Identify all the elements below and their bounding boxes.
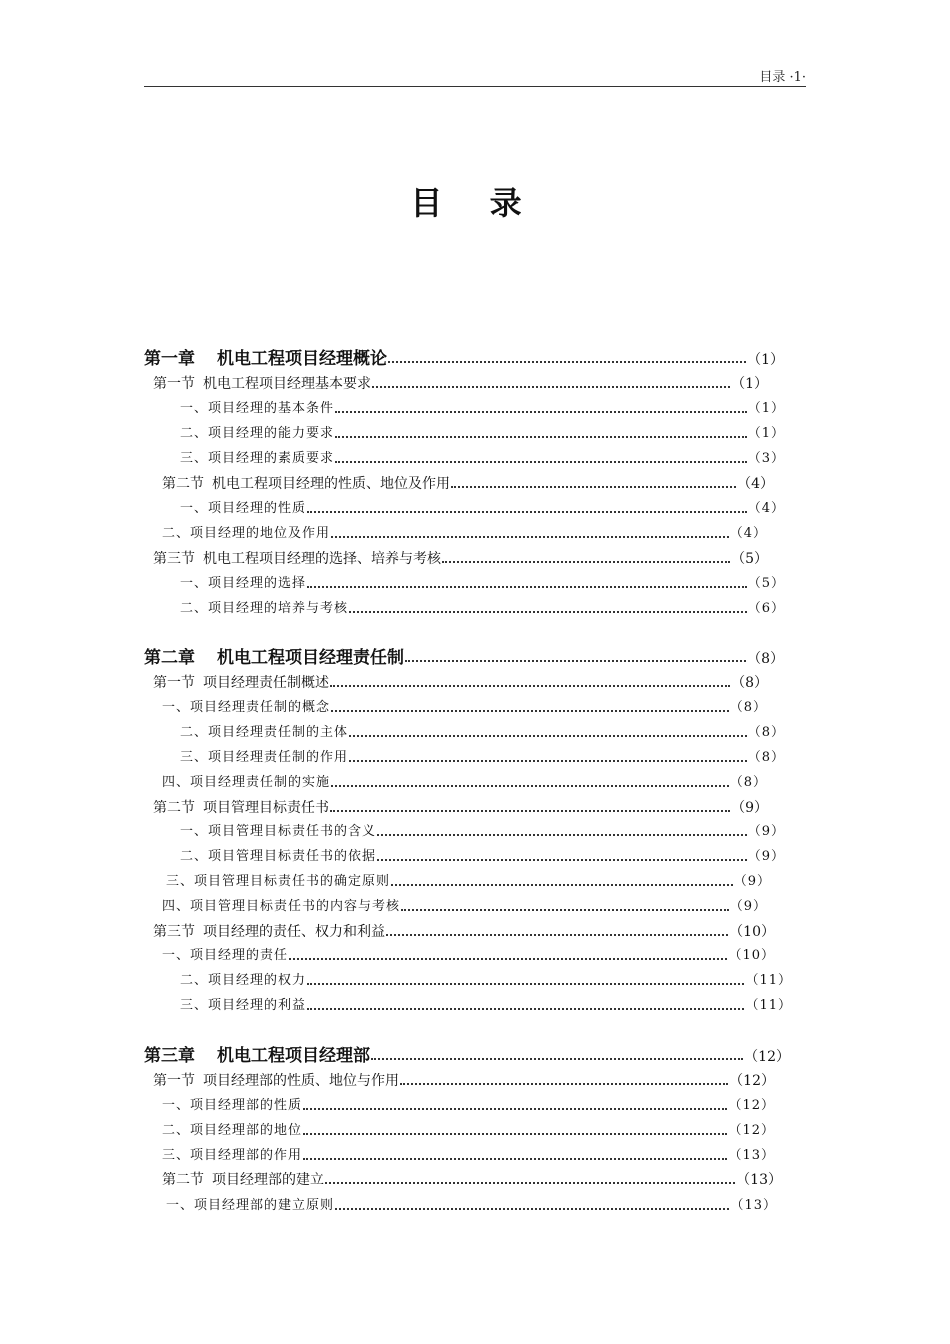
page-number: （5） xyxy=(731,551,768,567)
page-number: （9） xyxy=(733,874,771,889)
toc-item[interactable] xyxy=(162,524,767,544)
section-title: 项目经理部的性质、地位与作用 xyxy=(203,1073,399,1089)
toc-item[interactable] xyxy=(166,872,771,892)
page-number: （8） xyxy=(729,700,767,715)
page-number: （11） xyxy=(745,998,792,1013)
dot-leader xyxy=(371,1058,743,1060)
toc-chapter[interactable] xyxy=(144,349,784,369)
toc-item[interactable] xyxy=(180,971,792,991)
section-title: 项目管理目标责任书 xyxy=(203,800,329,816)
item-title: 一、项目经理的选择 xyxy=(180,576,307,591)
dot-leader xyxy=(400,1083,728,1085)
page-number: （9） xyxy=(731,800,768,816)
item-title: 四、项目经理责任制的实施 xyxy=(162,775,331,790)
section-title: 项目经理的责任、权力和利益 xyxy=(203,924,385,940)
toc-item[interactable] xyxy=(180,599,785,619)
page-number: （1） xyxy=(747,426,785,441)
dot-leader xyxy=(331,785,729,787)
dot-leader xyxy=(335,411,747,413)
item-title: 一、项目经理部的性质 xyxy=(162,1098,303,1113)
page-number: （8） xyxy=(747,651,784,667)
dot-leader xyxy=(349,760,747,762)
dot-leader xyxy=(377,859,747,861)
toc-item[interactable] xyxy=(162,1146,775,1166)
page-number: （12） xyxy=(744,1049,790,1065)
item-title: 二、项目经理责任制的主体 xyxy=(180,725,349,740)
dot-leader xyxy=(331,536,729,538)
toc-item[interactable] xyxy=(162,698,767,718)
toc-section[interactable] xyxy=(153,1071,775,1091)
dot-leader xyxy=(330,685,730,687)
item-title: 二、项目管理目标责任书的依据 xyxy=(180,849,377,864)
toc-item[interactable] xyxy=(180,574,785,594)
toc-item[interactable] xyxy=(180,449,785,469)
section-number: 第一节 xyxy=(153,675,195,691)
chapter-title: 机电工程项目经理部 xyxy=(217,1046,370,1066)
section-title: 机电工程项目经理的性质、地位及作用 xyxy=(212,476,450,492)
toc-item[interactable] xyxy=(180,499,785,519)
dot-leader xyxy=(401,909,729,911)
section-number: 第一节 xyxy=(153,376,195,392)
toc-item[interactable] xyxy=(180,748,785,768)
toc-section[interactable] xyxy=(153,798,768,818)
section-number: 第二节 xyxy=(162,1172,204,1188)
toc-item[interactable] xyxy=(162,1096,775,1116)
dot-leader xyxy=(451,486,736,488)
toc-section[interactable] xyxy=(162,1170,782,1190)
toc-item[interactable] xyxy=(162,773,767,793)
page-number: （13） xyxy=(730,1198,777,1213)
page-number: （1） xyxy=(731,376,768,392)
toc-item[interactable] xyxy=(166,1196,777,1216)
toc-section[interactable] xyxy=(153,673,768,693)
item-title: 二、项目经理部的地位 xyxy=(162,1123,303,1138)
dot-leader xyxy=(349,735,747,737)
chapter-title: 机电工程项目经理概论 xyxy=(217,349,387,369)
item-title: 一、项目经理的性质 xyxy=(180,501,307,516)
dot-leader xyxy=(388,361,746,363)
page-number: （9） xyxy=(747,824,785,839)
section-title: 项目经理责任制概述 xyxy=(203,675,329,691)
dot-leader xyxy=(335,436,747,438)
item-title: 一、项目经理的基本条件 xyxy=(180,401,335,416)
section-number: 第一节 xyxy=(153,1073,195,1089)
toc-item[interactable] xyxy=(180,723,785,743)
dot-leader xyxy=(307,511,747,513)
toc-chapter[interactable] xyxy=(144,1046,790,1066)
page-number: （4） xyxy=(747,501,785,516)
toc-item[interactable] xyxy=(162,1121,775,1141)
page-number: （4） xyxy=(729,526,767,541)
dot-leader xyxy=(303,1108,727,1110)
section-title: 项目经理部的建立 xyxy=(212,1172,324,1188)
chapter-number: 第二章 xyxy=(144,648,195,668)
page-number: （1） xyxy=(747,352,784,368)
dot-leader xyxy=(325,1182,735,1184)
page-number: （9） xyxy=(729,899,767,914)
dot-leader xyxy=(307,586,747,588)
page-number: （13） xyxy=(728,1148,775,1163)
chapter-title: 机电工程项目经理责任制 xyxy=(217,648,404,668)
section-title: 机电工程项目经理的选择、培养与考核 xyxy=(203,551,441,567)
page-number: （12） xyxy=(729,1073,775,1089)
dot-leader xyxy=(405,660,746,662)
item-title: 四、项目管理目标责任书的内容与考核 xyxy=(162,899,401,914)
toc-chapter[interactable] xyxy=(144,648,784,668)
toc-item[interactable] xyxy=(162,946,775,966)
toc-section[interactable] xyxy=(153,374,768,394)
dot-leader xyxy=(442,561,730,563)
page-number: （11） xyxy=(745,973,792,988)
item-title: 二、项目经理的地位及作用 xyxy=(162,526,331,541)
dot-leader xyxy=(289,958,727,960)
dot-leader xyxy=(330,810,730,812)
dot-leader xyxy=(335,1208,729,1210)
page-number: （10） xyxy=(729,924,775,940)
page-number: （8） xyxy=(747,750,785,765)
section-number: 第二节 xyxy=(162,476,204,492)
item-title: 一、项目管理目标责任书的含义 xyxy=(180,824,377,839)
item-title: 二、项目经理的能力要求 xyxy=(180,426,335,441)
dot-leader xyxy=(331,710,729,712)
page-number: （1） xyxy=(747,401,785,416)
dot-leader xyxy=(377,834,747,836)
dot-leader xyxy=(391,884,733,886)
toc-section[interactable] xyxy=(162,474,774,494)
page-number: （5） xyxy=(747,576,785,591)
item-title: 三、项目经理的素质要求 xyxy=(180,451,335,466)
item-title: 三、项目经理责任制的作用 xyxy=(180,750,349,765)
toc-item[interactable] xyxy=(180,996,792,1016)
item-title: 二、项目经理的培养与考核 xyxy=(180,601,349,616)
item-title: 一、项目经理部的建立原则 xyxy=(166,1198,335,1213)
chapter-number: 第一章 xyxy=(144,349,195,369)
page-number: （10） xyxy=(728,948,775,963)
chapter-number: 第三章 xyxy=(144,1046,195,1066)
item-title: 三、项目管理目标责任书的确定原则 xyxy=(166,874,391,889)
item-title: 一、项目经理的责任 xyxy=(162,948,289,963)
toc-item[interactable] xyxy=(180,399,785,419)
dot-leader xyxy=(335,461,747,463)
section-number: 第三节 xyxy=(153,551,195,567)
section-number: 第二节 xyxy=(153,800,195,816)
dot-leader xyxy=(372,386,730,388)
item-title: 三、项目经理部的作用 xyxy=(162,1148,303,1163)
page-number: （12） xyxy=(728,1098,775,1113)
item-title: 二、项目经理的权力 xyxy=(180,973,307,988)
page-number: （6） xyxy=(747,601,785,616)
page-number: （12） xyxy=(728,1123,775,1138)
page-number: （8） xyxy=(729,775,767,790)
toc-item[interactable] xyxy=(180,847,785,867)
dot-leader xyxy=(303,1133,727,1135)
dot-leader xyxy=(349,611,747,613)
page-number: （4） xyxy=(737,476,774,492)
page-number: （13） xyxy=(736,1172,782,1188)
dot-leader xyxy=(386,934,728,936)
running-header: 目录 ·1· xyxy=(759,70,806,85)
item-title: 一、项目经理责任制的概念 xyxy=(162,700,331,715)
page-number: （9） xyxy=(747,849,785,864)
section-title: 机电工程项目经理基本要求 xyxy=(203,376,371,392)
dot-leader xyxy=(307,1008,744,1010)
dot-leader xyxy=(303,1158,727,1160)
toc-item[interactable] xyxy=(162,897,767,917)
dot-leader xyxy=(307,983,744,985)
page-number: （8） xyxy=(731,675,768,691)
toc-item[interactable] xyxy=(180,822,785,842)
toc-section[interactable] xyxy=(153,922,775,942)
header-rule xyxy=(144,86,806,87)
toc-item[interactable] xyxy=(180,424,785,444)
page-title: 目 录 xyxy=(410,184,540,222)
item-title: 三、项目经理的利益 xyxy=(180,998,307,1013)
section-number: 第三节 xyxy=(153,924,195,940)
toc-section[interactable] xyxy=(153,549,768,569)
page-number: （3） xyxy=(747,451,785,466)
page-number: （8） xyxy=(747,725,785,740)
